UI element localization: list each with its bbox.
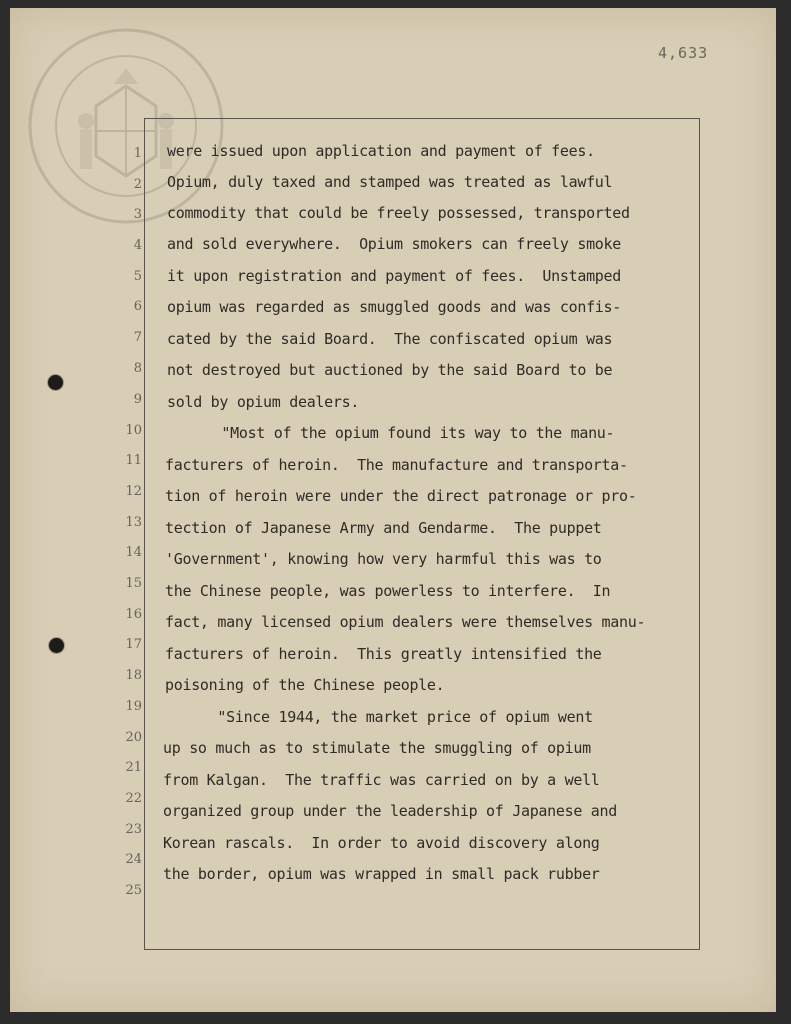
text-line: opium was regarded as smuggled goods and was confis- — [167, 298, 622, 316]
line-number: 2 — [133, 177, 142, 192]
text-line: Opium, duly taxed and stamped was treated as lawful — [167, 173, 613, 191]
line-number: 11 — [125, 453, 142, 468]
line-number: 17 — [125, 637, 142, 652]
text-line: and sold everywhere. Opium smokers can freely smoke — [167, 235, 622, 253]
text-line: up so much as to stimulate the smuggling of opium — [163, 739, 591, 757]
line-number: 14 — [125, 545, 142, 560]
text-line: cated by the said Board. The confiscated opium was — [167, 330, 613, 348]
text-line: fact, many licensed opium dealers were themselves manu- — [165, 613, 646, 631]
line-number: 24 — [125, 852, 142, 867]
text-line: tion of heroin were under the direct patronage or pro- — [165, 487, 637, 505]
text-line: it upon registration and payment of fees. Unstamped — [167, 267, 622, 285]
line-number: 6 — [133, 299, 142, 314]
line-number: 23 — [125, 822, 142, 837]
text-line: were issued upon application and payment of fees. — [167, 142, 595, 160]
text-line: commodity that could be freely possessed, transported — [167, 204, 630, 222]
text-line: "Since 1944, the market price of opium went — [165, 708, 593, 726]
text-line: organized group under the leadership of Japanese and — [163, 802, 618, 820]
line-number: 20 — [125, 730, 142, 745]
document-page — [10, 8, 776, 1012]
text-line: 'Government', knowing how very harmful this was to — [165, 550, 602, 568]
text-line: not destroyed but auctioned by the said Board to be — [167, 361, 613, 379]
line-number: 4 — [133, 238, 142, 253]
text-line: from Kalgan. The traffic was carried on by a well — [163, 771, 600, 789]
line-number: 13 — [125, 515, 142, 530]
text-line: the border, opium was wrapped in small pack rubber — [163, 865, 600, 883]
text-line: the Chinese people, was powerless to interfere. In — [165, 582, 611, 600]
punch-hole — [48, 375, 63, 390]
line-number: 10 — [125, 423, 142, 438]
line-number: 25 — [125, 883, 142, 898]
line-number: 1 — [133, 146, 142, 161]
line-number: 21 — [125, 760, 142, 775]
line-number: 5 — [133, 269, 142, 284]
line-number: 12 — [125, 484, 142, 499]
text-line: poisoning of the Chinese people. — [165, 676, 445, 694]
line-number: 16 — [125, 607, 142, 622]
line-number: 18 — [125, 668, 142, 683]
text-line: facturers of heroin. This greatly intensified the — [165, 645, 602, 663]
line-number: 9 — [133, 392, 142, 407]
line-number: 8 — [133, 361, 142, 376]
punch-hole — [49, 638, 64, 653]
line-number: 19 — [125, 699, 142, 714]
text-line: tection of Japanese Army and Gendarme. The puppet — [165, 519, 602, 537]
line-number: 22 — [125, 791, 142, 806]
line-number: 15 — [125, 576, 142, 591]
line-number: 3 — [133, 207, 142, 222]
text-line: facturers of heroin. The manufacture and transporta- — [165, 456, 628, 474]
line-number: 7 — [133, 330, 142, 345]
text-line: Korean rascals. In order to avoid discovery along — [163, 834, 600, 852]
text-line: sold by opium dealers. — [167, 393, 360, 411]
text-line: "Most of the opium found its way to the manu- — [169, 424, 615, 442]
page-number: 4,633 — [658, 44, 709, 62]
